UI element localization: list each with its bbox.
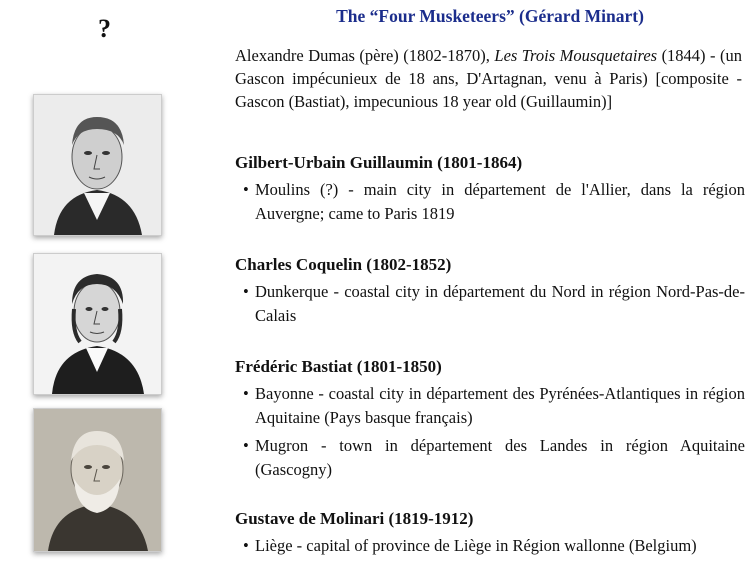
bullet-item: • Dunkerque - coastal city in département du Nord in région Nord-Pas-de-Calais xyxy=(235,280,745,328)
bullet-item: • Bayonne - coastal city in département des Pyrénées-Atlantiques in région Aquitaine (Pays basque français) xyxy=(235,382,745,430)
intro-author: Alexandre Dumas (père) (1802-1870), xyxy=(235,46,490,65)
photo-portrait-image xyxy=(34,409,161,551)
portrait-guillaumin xyxy=(33,94,162,236)
bullet-item: • Mugron - town in département des Landes in région Aquitaine (Gascogny) xyxy=(235,434,745,482)
portrait-molinari xyxy=(33,408,162,552)
section-molinari xyxy=(235,508,745,558)
intro-paragraph xyxy=(235,44,742,113)
bullet-item: • Moulins (?) - main city in département de l'Allier, dans la région Auvergne; came to Paris 1819 xyxy=(235,178,745,226)
page-title: The “Four Musketeers” (Gérard Minart) xyxy=(336,6,644,26)
engraved-portrait-image xyxy=(34,95,161,235)
section-coquelin xyxy=(235,254,745,328)
intro-book-title: Les Trois Mousquetaires xyxy=(494,46,658,65)
person-name: Frédéric Bastiat (1801-1850) xyxy=(235,357,442,376)
engraved-portrait-image xyxy=(34,254,161,394)
unknown-portrait-marker: ? xyxy=(98,14,111,43)
portrait-coquelin xyxy=(33,253,162,395)
section-bastiat xyxy=(235,356,745,482)
person-name: Charles Coquelin (1802-1852) xyxy=(235,255,452,274)
intro-description: (1844) - (un Gascon impécunieux de 18 ans, D'Artagnan, venu à Paris) [composite - Gascon (Bastiat), impecunious 18 year old (Guillaumin)] xyxy=(235,46,743,111)
section-guillaumin xyxy=(235,152,745,226)
bullet-item: • Liège - capital of province de Liège in Région wallonne (Belgium) xyxy=(235,534,745,558)
person-name: Gilbert-Urbain Guillaumin (1801-1864) xyxy=(235,153,523,172)
person-name: Gustave de Molinari (1819-1912) xyxy=(235,509,474,528)
